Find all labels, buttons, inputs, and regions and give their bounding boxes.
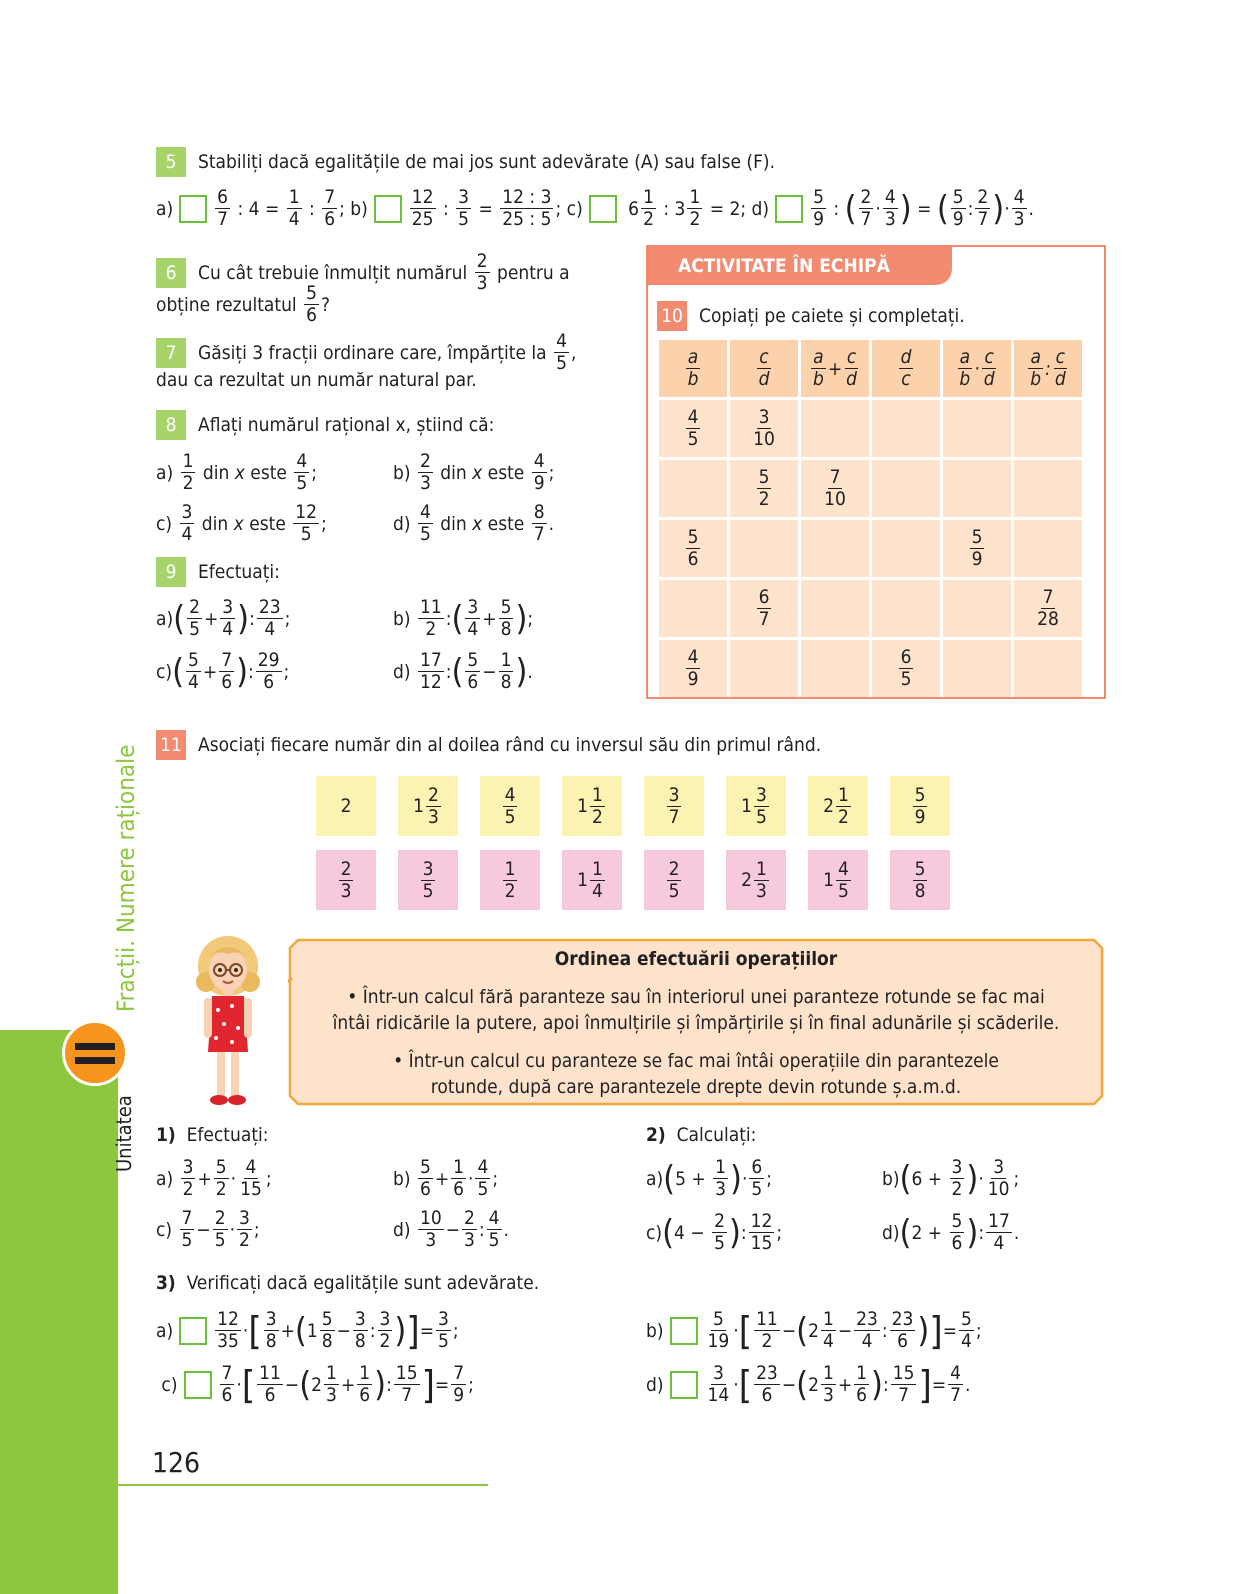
unit-label [112, 1095, 136, 1172]
q3-c: c) 7 6 · [ 11 6 − ( 2 1 3 + 1 6 ) : 15 7 ] = 7 9 ; [156, 1362, 474, 1407]
q2-text: Calculați: [676, 1124, 757, 1146]
ex5-number: 5 [156, 147, 186, 177]
ex5-c-checkbox[interactable] [589, 195, 617, 223]
ex6-text-a: Cu cât trebuie înmulțit numărul [198, 261, 468, 284]
ex5-d-checkbox[interactable] [775, 195, 803, 223]
table-cell: $\frac{6}{5}$ [872, 640, 940, 697]
table-cell [872, 520, 940, 577]
table-cell [730, 640, 798, 697]
girl-illustration [188, 932, 268, 1108]
tile-first-row[interactable]: 5 9 [890, 776, 950, 836]
ex11-text: Asociați fiecare număr din al doilea rând cu inversul său din primul rând. [198, 734, 822, 756]
ex7-line1: 7 Găsiți 3 fracții ordinare care, împărțite la 4 5 , [156, 332, 576, 373]
q2-c: c) ( 4 − 2 5 ) : 12 15 ; [646, 1210, 783, 1254]
tile-second-row[interactable]: 5 8 [890, 850, 950, 910]
table-cell: $\frac{5}{9}$ [943, 520, 1011, 577]
table-cell: $\frac{3}{10}$ [730, 400, 798, 457]
ex8-b: b) 2 3 din x este 4 9 ; [393, 450, 555, 494]
q1-text: Efectuați: [186, 1124, 269, 1146]
ex5-items: a) 6 7 : 4 = 1 4 : 7 6 ; b) 12 25 : 3 5 = 12 : 3 25 : 5 ; c) 6 1 2 : 3 1 2 = 2; d) 5 9 : ( 2 7 · 4 3 ) = ( 5 9 : 2 7 ) · 4 3 . [156, 186, 1034, 230]
q3-a: a) 12 35 · [ 3 8 + ( 1 5 8 − 3 8 : 3 2 ) ] = 3 5 ; [156, 1308, 459, 1353]
ex6-line1: 6 Cu cât trebuie înmulțit numărul 2 3 pentru a [156, 252, 570, 293]
ex10-text: Copiați pe caiete și completați. [699, 305, 965, 327]
q3-c-checkbox[interactable] [184, 1371, 212, 1399]
table-cell [872, 460, 940, 517]
q1-b: b) 5 6 + 1 6 · 4 5 ; [393, 1156, 499, 1200]
q1-a: a) 3 2 + 5 2 · 4 15 ; [156, 1156, 272, 1200]
q3-heading [156, 1272, 539, 1294]
tile-second-row[interactable]: 3 5 [398, 850, 458, 910]
team-activity-box [646, 245, 1106, 699]
ex6-text-b: pentru a [496, 261, 570, 284]
ex10-heading [657, 301, 965, 331]
ex8-number: 8 [156, 410, 186, 440]
tile-first-row[interactable]: 4 5 [480, 776, 540, 836]
tile-second-row[interactable]: 1 1 4 [562, 850, 622, 910]
table-cell [872, 580, 940, 637]
ex9-text: Efectuați: [198, 561, 280, 583]
table-cell [1014, 460, 1082, 517]
ex9-d: d) 17 12 : ( 5 6 − 1 8 ) . [393, 649, 533, 693]
table-row [659, 460, 1082, 517]
rule-title: Ordinea efectuării operațiilor [554, 948, 838, 970]
table-cell [1014, 400, 1082, 457]
ex5-heading [156, 147, 775, 177]
unit-title: Fracții. Numere raționale [112, 744, 140, 1012]
ex5-b-checkbox[interactable] [374, 195, 402, 223]
ex9-number: 9 [156, 557, 186, 587]
table-cell [659, 460, 727, 517]
q3-b-checkbox[interactable] [670, 1317, 698, 1345]
q1-d: d) 10 3 − 2 3 : 4 5 . [393, 1207, 509, 1251]
ex11-heading [156, 730, 821, 760]
team-activity-header: ACTIVITATE ÎN ECHIPĂ [648, 247, 952, 285]
unit-badge [62, 1020, 128, 1086]
footer-rule [118, 1484, 488, 1486]
tile-first-row[interactable]: 1 1 2 [562, 776, 622, 836]
ex10-table-body [659, 400, 1082, 697]
q2-a: a) ( 5 + 1 3 ) · 6 5 ; [646, 1156, 773, 1200]
table-cell: $\frac{5}{2}$ [730, 460, 798, 517]
tile-second-row[interactable]: 1 4 5 [808, 850, 868, 910]
table-row [659, 400, 1082, 457]
ex5-text: Stabiliți dacă egalitățile de mai jos sunt adevărate (A) sau false (F). [198, 151, 776, 173]
q3-b: b) 5 19 · [ 11 2 − ( 2 1 4 − 23 4 : 23 6 ) ] = 5 4 ; [646, 1308, 982, 1353]
tile-second-row[interactable]: 2 1 3 [726, 850, 786, 910]
q1-label: 1) [156, 1124, 176, 1146]
ex5-a-checkbox[interactable] [179, 195, 207, 223]
rule-p2a: • Într-un calcul cu paranteze se fac mai întâi operațiile din parantezele [393, 1050, 999, 1072]
q3-text: Verificați dacă egalitățile sunt adevărate. [186, 1272, 540, 1294]
table-cell: $\frac{7}{28}$ [1014, 580, 1082, 637]
table-cell [943, 580, 1011, 637]
rule-box [288, 938, 1104, 1106]
table-cell [1014, 520, 1082, 577]
q2-b: b) ( 6 + 3 2 ) · 3 10 ; [882, 1156, 1020, 1200]
ex9-heading [156, 557, 280, 587]
table-cell: $\frac{4}{9}$ [659, 640, 727, 697]
ex10-table [656, 337, 1085, 700]
q3-d: d) 3 14 · [ 23 6 − ( 2 1 3 + 1 6 ) : 15 7 ] = 4 7 . [646, 1362, 971, 1407]
table-cell [801, 580, 869, 637]
page-number: 126 [152, 1446, 201, 1479]
rule-p1b: întâi ridicările la putere, apoi înmulțirile și împărțirile și în final adunările și scăderile. [332, 1012, 1060, 1034]
table-cell [943, 460, 1011, 517]
tile-first-row[interactable]: 2 1 2 [808, 776, 868, 836]
ex9-b: b) 11 2 : ( 3 4 + 5 8 ) ; [393, 596, 534, 640]
table-cell [943, 400, 1011, 457]
table-row [659, 520, 1082, 577]
ex9-a: a) ( 2 5 + 3 4 ) : 23 4 ; [156, 596, 291, 640]
ex6-text-c: obține rezultatul [156, 293, 297, 316]
tile-first-row[interactable]: 2 [316, 776, 376, 836]
ex10-number: 10 [657, 301, 687, 331]
table-cell: $\frac{4}{5}$ [659, 400, 727, 457]
table-cell [659, 580, 727, 637]
ex7-text-b: dau ca rezultat un număr natural par. [156, 369, 477, 391]
table-cell [872, 400, 940, 457]
ex8-heading [156, 410, 494, 440]
table-cell [943, 640, 1011, 697]
ex7-text-a: Găsiți 3 fracții ordinare care, împărțite la [198, 341, 547, 364]
rule-p2b: rotunde, după care parantezele drepte devin rotunde ș.a.m.d. [430, 1076, 962, 1098]
ex6-number: 6 [156, 258, 186, 288]
ex8-text: Aflați numărul rațional x, știind că: [198, 414, 495, 436]
table-cell [801, 400, 869, 457]
table-row [659, 580, 1082, 637]
tile-second-row[interactable]: 2 5 [644, 850, 704, 910]
rule-p1a: • Într-un calcul fără paranteze sau în interiorul unei paranteze rotunde se fac mai [347, 986, 1045, 1008]
q2-d: d) ( 2 + 5 6 ) : 17 4 . [882, 1210, 1020, 1254]
q1-heading [156, 1124, 269, 1146]
table-row [659, 640, 1082, 697]
q1-c: c) 7 5 − 2 5 · 3 2 ; [156, 1207, 260, 1251]
q3-d-checkbox[interactable] [670, 1371, 698, 1399]
ex7-number: 7 [156, 338, 186, 368]
q2-heading [646, 1124, 756, 1146]
ex11-number: 11 [156, 730, 186, 760]
table-cell [1014, 640, 1082, 697]
ex8-d: d) 4 5 din x este 8 7 . [393, 501, 555, 545]
q3-a-checkbox[interactable] [179, 1317, 207, 1345]
table-cell [801, 520, 869, 577]
table-cell [801, 640, 869, 697]
ex8-a: a) 1 2 din x este 4 5 ; [156, 450, 318, 494]
unit-word: Unitatea [112, 1095, 136, 1172]
table-header-row: $\frac{a}{b}$ $\frac{c}{d}$ a b + c d $\frac{d}{c}$ a b · c d a b : c d [659, 340, 1082, 397]
table-cell: $\frac{5}{6}$ [659, 520, 727, 577]
table-cell [730, 520, 798, 577]
ex6-line2: obține rezultatul 5 6 ? [156, 282, 331, 326]
tile-first-row[interactable]: 1 3 5 [726, 776, 786, 836]
q3-label: 3) [156, 1272, 176, 1294]
table-cell: $\frac{6}{7}$ [730, 580, 798, 637]
tile-second-row[interactable]: 2 3 [316, 850, 376, 910]
table-cell: $\frac{7}{10}$ [801, 460, 869, 517]
q2-label: 2) [646, 1124, 666, 1146]
ex9-c: c) ( 5 4 + 7 6 ) : 29 6 ; [156, 649, 290, 693]
tile-second-row[interactable]: 1 2 [480, 850, 540, 910]
unit-sidebar [0, 1030, 118, 1594]
tile-first-row[interactable]: 3 7 [644, 776, 704, 836]
ex8-c: c) 3 4 din x este 12 5 ; [156, 501, 327, 545]
tile-first-row[interactable]: 1 2 3 [398, 776, 458, 836]
